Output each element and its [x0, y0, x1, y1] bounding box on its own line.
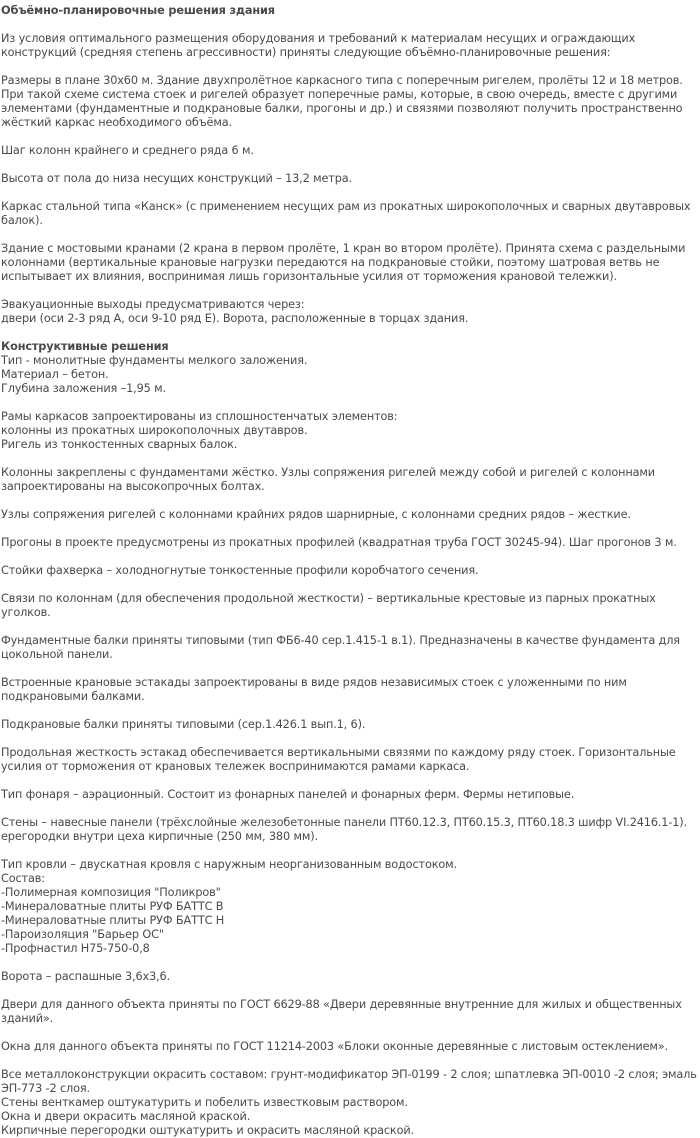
paragraph — [1, 410, 699, 452]
paragraph-line: Ворота – распашные 3,6х3,6. — [1, 970, 171, 983]
paragraph-line: Тип - монолитные фундаменты мелкого заложения. — [1, 354, 308, 367]
paragraph-line: Каркас стальной типа «Канск» (с применением несущих рам из прокатных широкополочных и сварных двутавровых балок). — [1, 200, 691, 227]
paragraph-line: Колонны закреплены с фундаментами жёстко. Узлы сопряжения ригелей между собой и ригелей с колоннами запроектированы на высокопрочных болтах. — [1, 466, 655, 493]
paragraph-line: Продольная жесткость эстакад обеспечивается вертикальными связями по каждому ряду стоек. Горизонтальные усилия от торможения от крановых тележек воспринимаются рамами каркаса. — [1, 746, 676, 773]
section-title: Конструктивные решения — [1, 340, 169, 353]
paragraph-line: Ригель из тонкостенных сварных балок. — [1, 438, 238, 451]
paragraph — [1, 74, 699, 130]
paragraph-line: Фундаментные балки приняты типовыми (тип ФБ6-40 сер.1.415-1 в.1). Предназначены в качестве фундамента для цокольной панели. — [1, 634, 680, 661]
paragraph — [1, 1040, 699, 1054]
paragraph-line: Высота от пола до низа несущих конструкций – 13,2 метра. — [1, 172, 352, 185]
paragraph — [1, 718, 699, 732]
paragraph-line: Глубина заложения –1,95 м. — [1, 382, 166, 395]
paragraph-line: Состав: — [1, 872, 45, 885]
section-space-planning — [1, 32, 699, 326]
paragraph-line: Тип фонаря – аэрационный. Состоит из фонарных панелей и фонарных ферм. Фермы нетиповые. — [1, 788, 575, 801]
paragraph — [1, 788, 699, 802]
paragraph-line: Узлы сопряжения ригелей с колоннами крайних рядов шарнирные, с колоннами средних рядов – жесткие. — [1, 508, 631, 521]
paragraph-line: -Профнастил Н75-750-0,8 — [1, 942, 150, 955]
paragraph — [1, 564, 699, 578]
paragraph — [1, 816, 699, 844]
paragraph — [1, 466, 699, 494]
paragraph-line: Все металлоконструкции окрасить составом: грунт-модификатор ЭП-0199 - 2 слоя; шпатлевка ЭП-0010 -2 слоя; эмаль ЭП-773 -2 слоя. — [1, 1068, 697, 1095]
paragraph — [1, 746, 699, 774]
paragraph-line: двери (оси 2-3 ряд А, оси 9-10 ряд Е). Ворота, расположенные в торцах здания. — [1, 312, 469, 325]
paragraph-line: Шаг колонн крайнего и среднего ряда 6 м. — [1, 144, 254, 157]
paragraph — [1, 144, 699, 158]
paragraph-line: Рамы каркасов запроектированы из сплошностенчатых элементов: — [1, 410, 398, 423]
paragraph-line: Двери для данного объекта приняты по ГОСТ 6629-88 «Двери деревянные внутренние для жилых и общественных зданий». — [1, 998, 682, 1025]
paragraph — [1, 634, 699, 662]
paragraph-line: -Минераловатные плиты РУФ БАТТС В — [1, 900, 224, 913]
paragraph-line: Тип кровли – двускатная кровля с наружным неорганизованным водостоком. — [1, 858, 457, 871]
paragraph — [1, 508, 699, 522]
paragraph — [1, 592, 699, 620]
paragraph-line: -Полимерная композиция "Поликров" — [1, 886, 221, 899]
paragraph-line: -Минераловатные плиты РУФ БАТТС Н — [1, 914, 225, 927]
paragraph-line: Связи по колоннам (для обеспечения продольной жесткости) – вертикальные крестовые из парных прокатных уголков. — [1, 592, 656, 619]
paragraph-line: Стены – навесные панели (трёхслойные железобетонные панели ПТ60.12.3, ПТ60.15.3, ПТ60.18.3 шифр VI.2416.1-1). ерегородки внутри цеха кирпичные (250 мм, 380 мм). — [1, 816, 687, 843]
paragraph — [1, 676, 699, 704]
paragraph-line: Из условия оптимального размещения оборудования и требований к материалам несущих и ограждающих конструкций (средняя степень агрессивности) приняты следующие объёмно-планировочные решения: — [1, 32, 636, 59]
paragraph — [1, 1068, 699, 1138]
paragraph-line: Подкрановые балки приняты типовыми (сер.1.426.1 вып.1, 6). — [1, 718, 366, 731]
paragraph-line: Стойки фахверка – холодногнутые тонкостенные профили коробчатого сечения. — [1, 564, 479, 577]
paragraph — [1, 998, 699, 1026]
paragraph — [1, 172, 699, 186]
paragraph-line: -Пароизоляция "Барьер ОС" — [1, 928, 164, 941]
paragraph-line: Стены венткамер оштукатурить и побелить известковым раствором. — [1, 1096, 408, 1109]
paragraph — [1, 536, 699, 550]
paragraph-line: Эвакуационные выходы предусматриваются через: — [1, 298, 305, 311]
paragraph-line: Кирпичные перегородки оштукатурить и окрасить масляной краской. — [1, 1124, 414, 1137]
paragraph-line: колонны из прокатных широкополочных двутавров. — [1, 424, 308, 437]
paragraph — [1, 242, 699, 284]
paragraph-line: Материал – бетон. — [1, 368, 109, 381]
paragraph — [1, 32, 699, 60]
section-structural — [1, 354, 699, 1138]
paragraph — [1, 298, 699, 326]
paragraph — [1, 858, 699, 956]
paragraph-line: Окна и двери окрасить масляной краской. — [1, 1110, 251, 1123]
paragraph-line: Окна для данного объекта приняты по ГОСТ 11214-2003 «Блоки оконные деревянные с листовым остеклением». — [1, 1040, 668, 1053]
paragraph-line: Прогоны в проекте предусмотрены из прокатных профилей (квадратная труба ГОСТ 30245-94). Шаг прогонов 3 м. — [1, 536, 677, 549]
paragraph — [1, 200, 699, 228]
paragraph-line: Встроенные крановые эстакады запроектированы в виде рядов независимых стоек с уложенными по ним подкрановыми балками. — [1, 676, 627, 703]
page-title: Объёмно-планировочные решения здания — [1, 4, 275, 17]
paragraph-line: Размеры в плане 30х60 м. Здание двухпролётное каркасного типа с поперечным ригелем, пролёты 12 и 18 метров. При такой схеме система стоек и ригелей образует поперечные рамы, которые, в свою очередь, вместе с другими элементами (фундаментные и подкрановые балки, прогоны и др.) и связями позволяют получить пространственно жёсткий каркас необходимого объёма. — [1, 74, 683, 129]
paragraph-line: Здание с мостовыми кранами (2 крана в первом пролёте, 1 кран во втором пролёте). Принята схема с раздельными колоннами (вертикальные крановые нагрузки передаются на подкрановые стойки, поэтому шатровая ветвь не испытывает их влияния, воспринимая лишь горизонтальные усилия от торможения крановой тележки). — [1, 242, 686, 283]
paragraph — [1, 354, 699, 396]
paragraph — [1, 970, 699, 984]
